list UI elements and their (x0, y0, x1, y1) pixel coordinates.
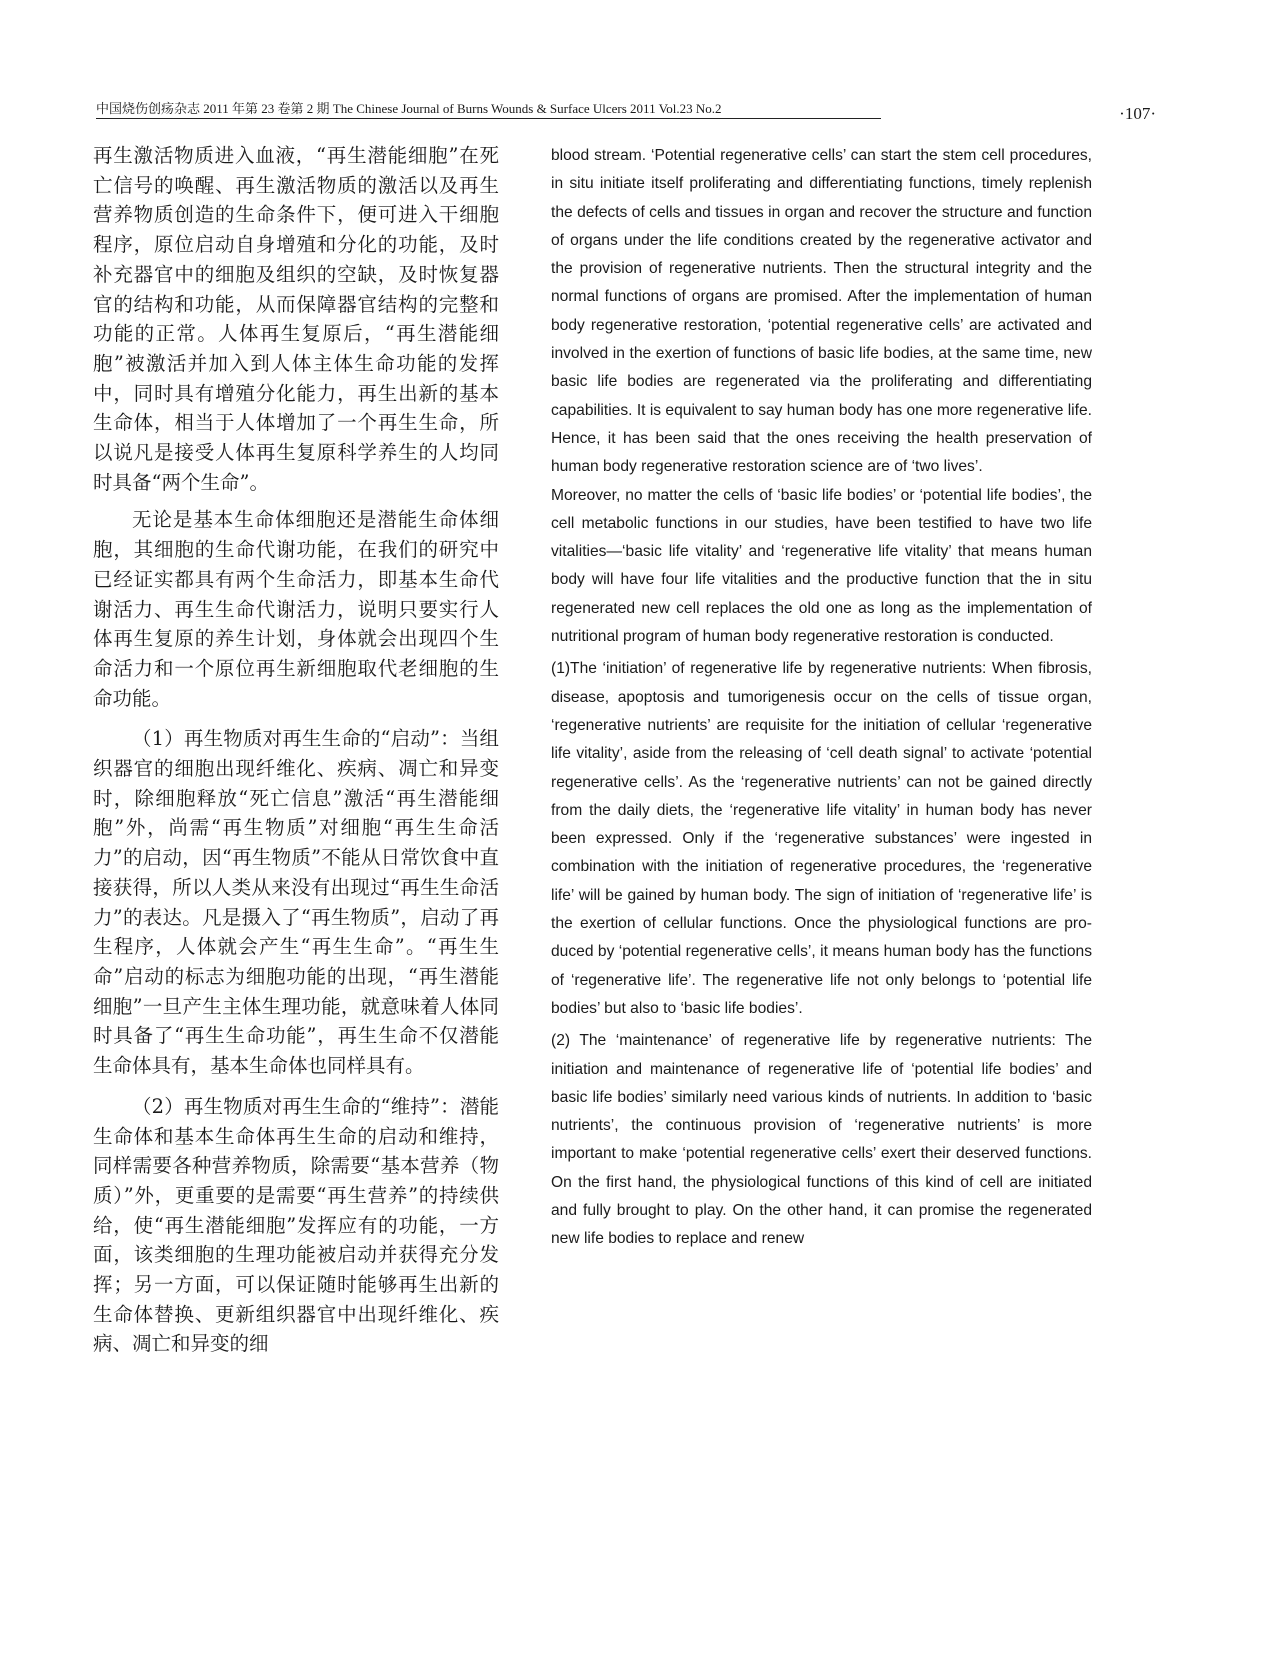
page-number: ·107· (1119, 104, 1156, 123)
journal-header-line: 中国烧伤创疡杂志 2011 年第 23 卷第 2 期 The Chinese Journal of Burns Wounds & Surface Ulcers 2011 Vol.23 No.2 (96, 101, 722, 116)
zh-paragraph-continuation: 再生激活物质进入血液，“再生潜能细胞”在死亡信号的唤醒、再生激活物质的激活以及再生营养物质创造的生命条件下，便可进入干细胞程序，原位启动自身增殖和分化的功能，及时补充器官中的细胞及组织的空缺，及时恢复器官的结构和功能，从而保障器官结构的完整和功能的正常。人体再生复原后，“再生潜能细胞”被激活并加入到人体主体生命功能的发挥中，同时具有增殖分化能力，再生出新的基本生命体，相当于人体增加了一个再生生命，所以说凡是接受人体再生复原科学养生的人均同时具备“两个生命”。 (93, 144, 499, 494)
chinese-text-column (93, 141, 499, 1359)
en-paragraph-vitality: Moreover, no matter the cells of ‘basic life bodies’ or ‘potential life bodies’, the cell metabolic functions in our studies, have been testified to have two life vitalities—‘basic life vitality’ and ‘regenerative life vitality’ that means human body will have four life vitalities and the productive function that the in situ regenerated new cell replaces the old one as long as the implementation of nutritional program of human body regenerative restoration is conducted. (551, 486, 1092, 646)
header-rule (96, 118, 881, 119)
en-paragraph-initiation: (1)The ‘initiation’ of regenerative life by regenerative nutrients: When fibrosis, disease, apoptosis and tumorigenesis occur on the cells of tissue organ, ‘regenerative nutrients’ are requisite for the initiation of cellular ‘regenerative life vitality’, aside from the releasing of ‘cell death signal’ to activate ‘potential regenerative cells’. As the ‘regenerative nutrients’ can not be gained directly from the daily diets, the ‘regenerative life vitality’ in human body has never been expressed. Only if the ‘regenerative substances’ were ingested in combination with the initiation of regenerative procedures, the ‘regenerative life’ will be gained by human body. The sign of initiation of ‘regenerative life’ is the exertion of cellular functions. Once the physiological functions are produced by ‘potential regenerative cells’, it means human body has the functions of ‘regenerative life’. The regenerative life not only belongs to ‘potential life bodies’ but also to ‘basic life bodies’. (551, 660, 1092, 1017)
en-paragraph-continuation: blood stream. ‘Potential regenerative cells’ can start the stem cell procedures, in situ initiate itself proliferating and differentiating functions, timely replenish the defects of cells and tissues in organ and recover the structure and function of organs under the life conditions created by the regenerative activator and the provision of regenerative nutrients. Then the structural integrity and the normal functions of organs are promised. After the implementation of human body regenerative restoration, ‘potential regenerative cells’ are activated and involved in the exertion of functions of basic life bodies, at the same time, new basic life bodies are regenerated via the proliferating and differentiating capabilities. It is equivalent to say human body has one more regenerative life. Hence, it has been said that the ones receiving the health preservation of human body regenerative restoration science are of ‘two lives’. (551, 147, 1092, 476)
zh-paragraph-maintenance: （2）再生物质对再生生命的“维持”：潜能生命体和基本生命体再生生命的启动和维持，同样需要各种营养物质，除需要“基本营养（物质）”外，更重要的是需要“再生营养”的持续供给，使“再生潜能细胞”发挥应有的功能，一方面，该类细胞的生理功能被启动并获得充分发挥；另一方面，可以保证随时能够再生出新的生命体替换、更新组织器官中出现纤维化、疾病、凋亡和异变的细 (93, 1094, 499, 1356)
en-paragraph-maintenance: (2) The ‘maintenance’ of regenerative life by regenerative nutrients: The initiation and maintenance of regenerative life of ‘potential life bodies’ and basic life bodies’ similarly need various kinds of nutrients. In addition to ‘basic nutrients’, the continuous provision of ‘regenerative nutrients’ is more important to make ‘potential regenerative cells’ exert their deserved functions. On the first hand, the physiological functions of this kind of cell are initiated and fully brought to play. On the other hand, it can promise the regenerated new life bodies to replace and renew (551, 1032, 1092, 1248)
english-text-column (551, 142, 1092, 1254)
zh-paragraph-vitality: 无论是基本生命体细胞还是潜能生命体细胞，其细胞的生命代谢功能，在我们的研究中已经证实都具有两个生命活力，即基本生命代谢活力、再生生命代谢活力，说明只要实行人体再生复原的养生计划，身体就会出现四个生命活力和一个原位再生新细胞取代老细胞的生命功能。 (93, 508, 499, 710)
running-header (96, 96, 1156, 132)
zh-paragraph-initiation: （1）再生物质对再生生命的“启动”：当组织器官的细胞出现纤维化、疾病、凋亡和异变时，除细胞释放“死亡信息”激活“再生潜能细胞”外，尚需“再生物质”对细胞“再生生命活力”的启动，因“再生物质”不能从日常饮食中直接获得，所以人类从来没有出现过“再生生命活力”的表达。凡是摄入了“再生物质”，启动了再生程序，人体就会产生“再生生命”。“再生生命”启动的标志为细胞功能的出现，“再生潜能细胞”一旦产生主体生理功能，就意味着人体同时具备了“再生生命功能”，再生生命不仅潜能生命体具有，基本生命体也同样具有。 (93, 727, 499, 1078)
